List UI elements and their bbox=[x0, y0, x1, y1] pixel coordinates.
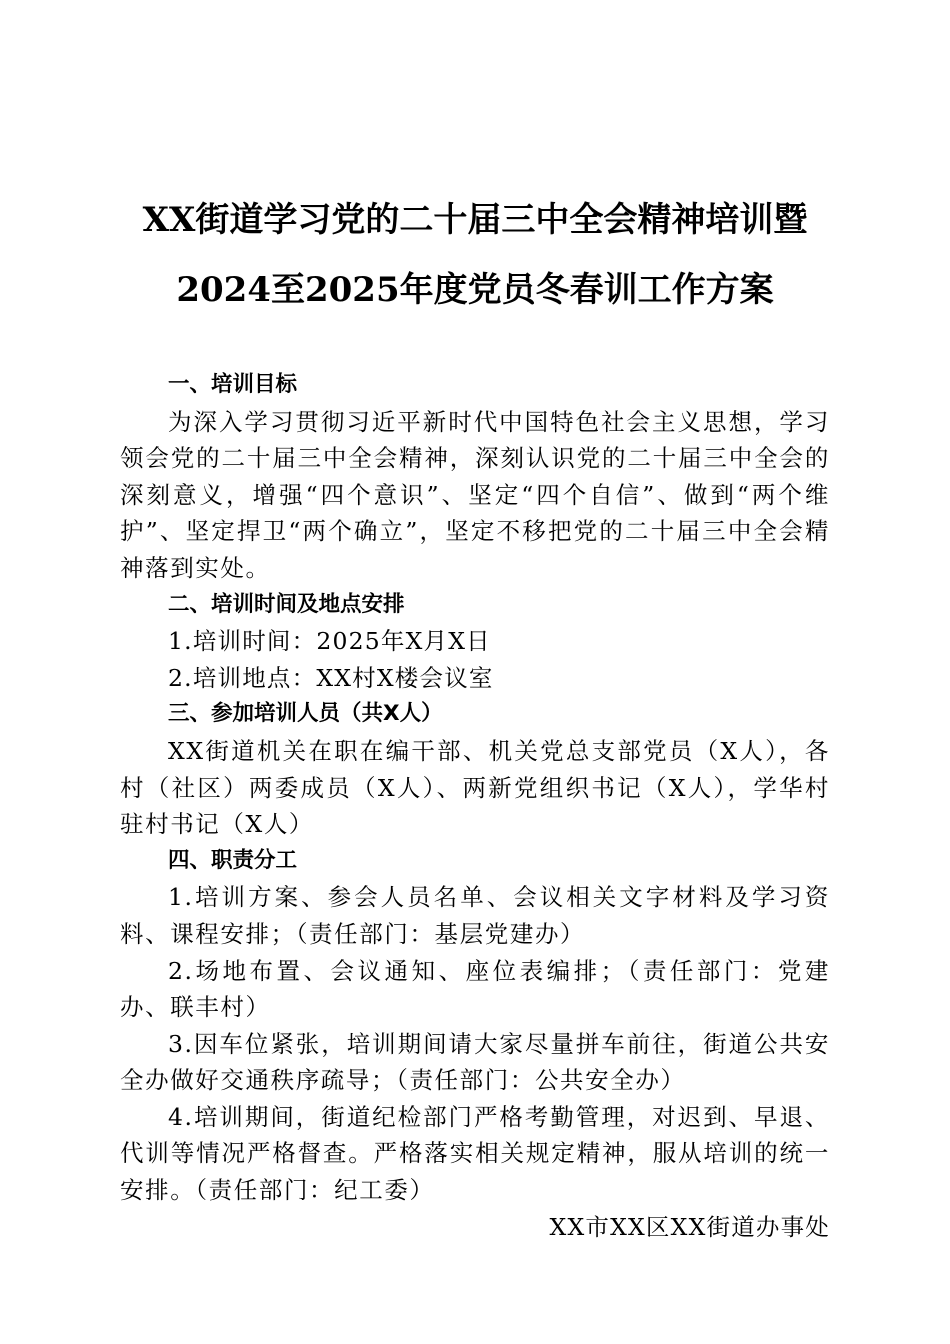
responsibility-item-3: 3.因车位紧张，培训期间请大家尽量拼车前往，街道公共安全办做好交通秩序疏导；（责任部门：公共安全办） bbox=[120, 1029, 830, 1095]
training-time: 1.培训时间：2025年X月X日 bbox=[168, 627, 491, 656]
responsibility-item-1: 1.培训方案、参会人员名单、会议相关文字材料及学习资料、课程安排；（责任部门：基层党建办） bbox=[120, 883, 830, 948]
participants-paragraph: XX街道机关在职在编干部、机关党总支部党员（X人），各村（社区）两委成员（X人）、两新党组织书记（X人），学华村驻村书记（X人） bbox=[120, 736, 830, 839]
responsibility-item-4: 4.培训期间，街道纪检部门严格考勤管理，对迟到、早退、代训等情况严格督查。严格落实相关规定精神，服从培训的统一安排。（责任部门：纪工委） bbox=[120, 1102, 830, 1205]
document-title-line-1: XX街道学习党的二十届三中全会精神培训暨 bbox=[142, 200, 808, 240]
section-heading-time-location: 二、培训时间及地点安排 bbox=[168, 591, 405, 617]
document-title-line-2: 2024至2025年度党员冬春训工作方案 bbox=[176, 270, 774, 310]
document-body bbox=[120, 367, 830, 1245]
issuer-signature: XX市XX区XX街道办事处 bbox=[549, 1212, 830, 1241]
training-location: 2.培训地点：XX村X楼会议室 bbox=[168, 663, 494, 692]
section-heading-participants: 三、参加培训人员（共X人） bbox=[168, 701, 443, 727]
section-heading-objectives: 一、培训目标 bbox=[168, 372, 298, 397]
section-heading-responsibilities: 四、职责分工 bbox=[168, 847, 298, 873]
objectives-paragraph: 为深入学习贯彻习近平新时代中国特色社会主义思想，学习领会党的二十届三中全会精神，深刻认识党的二十届三中全会的深刻意义，增强“四个意识”、坚定“四个自信”、做到“两个维护”、坚定捍卫“两个确立”，坚定不移把党的二十届三中全会精神落到实处。 bbox=[120, 407, 830, 582]
responsibility-item-2: 2.场地布置、会议通知、座位表编排；（责任部门：党建办、联丰村） bbox=[120, 956, 830, 1022]
